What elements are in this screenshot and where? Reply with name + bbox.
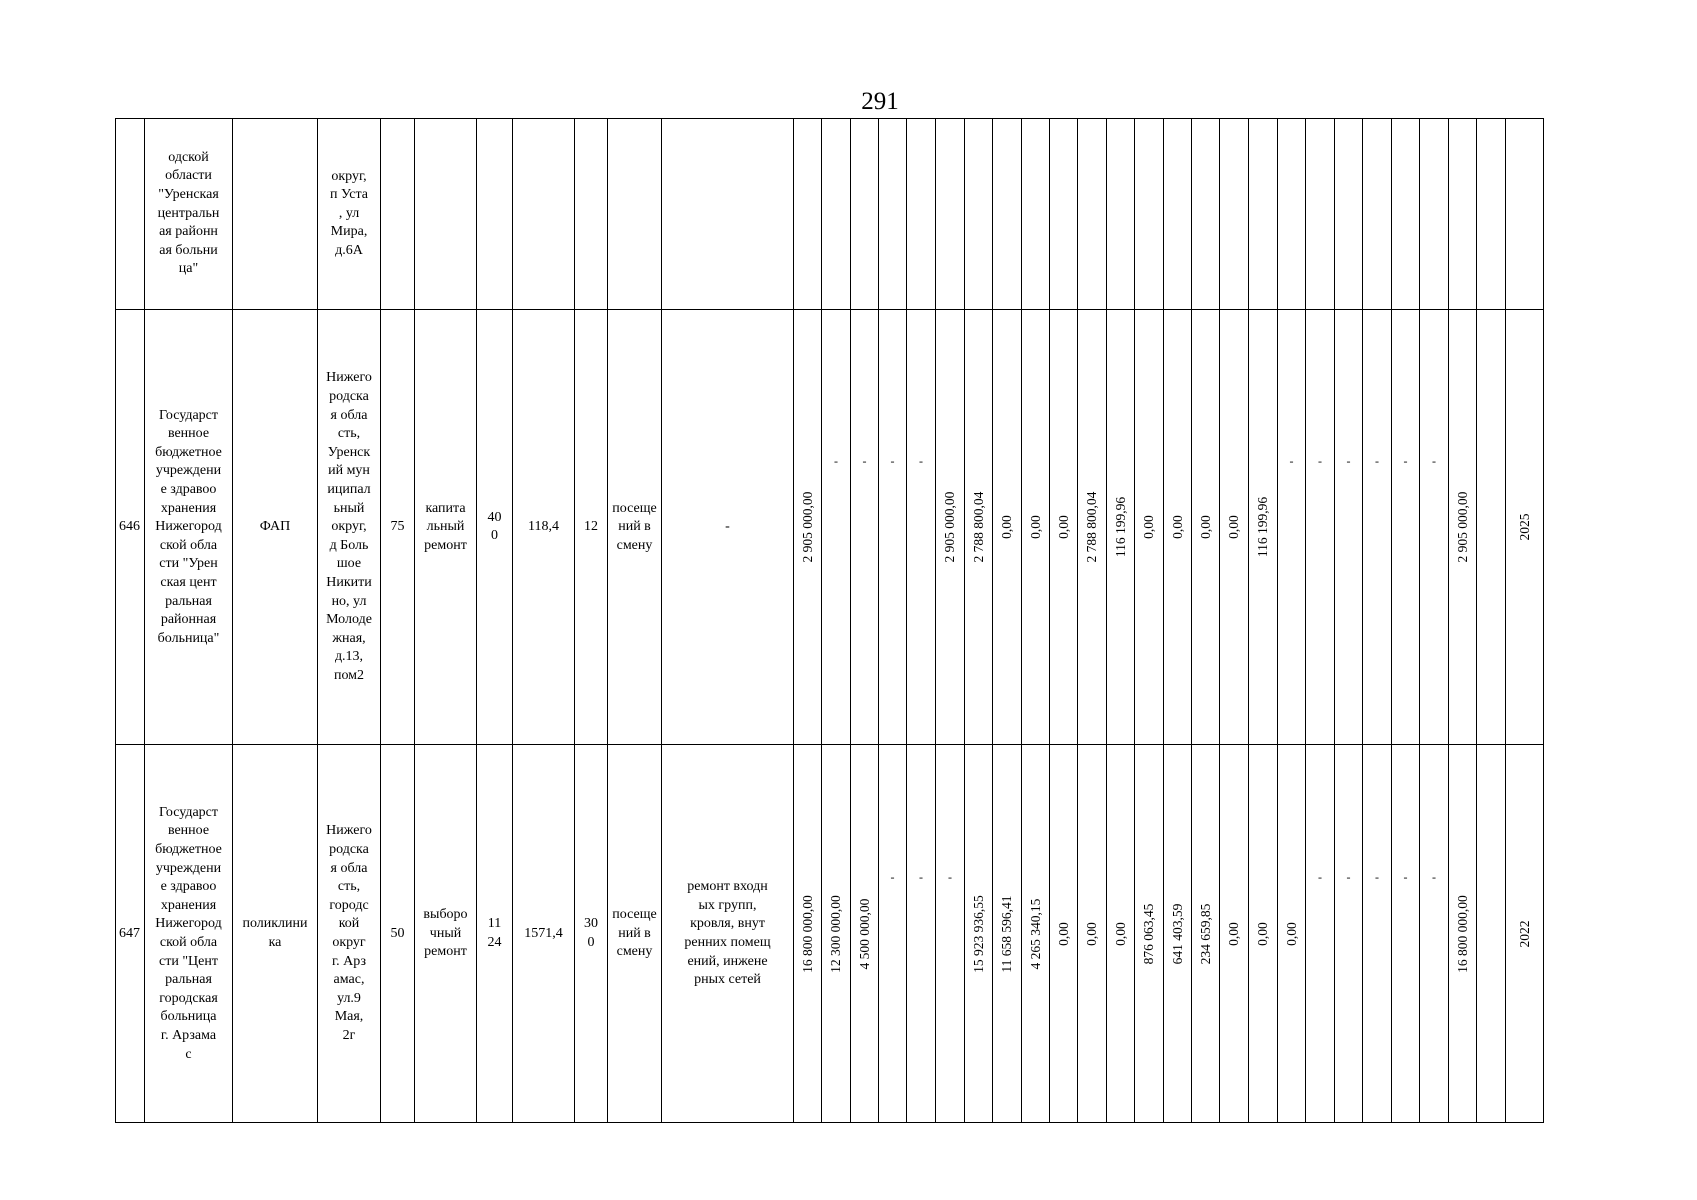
amount-cell <box>1420 310 1449 745</box>
work-type-cell <box>415 310 477 745</box>
amount-cell <box>1449 118 1477 310</box>
amount-cell <box>1420 745 1449 1123</box>
work-description-text: ремонт входн ых групп, кровля, внут ренних помещ ений, инжене рных сетей <box>684 879 771 988</box>
amount-dash: - <box>862 453 867 468</box>
amount-cell <box>1220 310 1249 745</box>
amount-value: 0,00 <box>1084 921 1099 946</box>
amount-cell <box>822 118 851 310</box>
amount-cell <box>794 745 822 1123</box>
col7-text: 11 24 <box>487 916 502 950</box>
amount-cell <box>907 745 936 1123</box>
amount-cell <box>1363 118 1392 310</box>
object-type-text: поликлини ка <box>242 916 308 950</box>
amount-cell <box>1335 118 1363 310</box>
organization-cell <box>145 118 233 310</box>
col9-text: 12 <box>584 519 598 535</box>
amount-dash: - <box>834 453 838 468</box>
amount-value: 2 905 000,00 <box>942 491 957 563</box>
amount-cell <box>936 118 965 310</box>
address-text: Нижего родска я обла сть, городс кой округ г. Арз амас, ул.9 Мая, 2г <box>326 823 372 1043</box>
amount-dash: - <box>1375 453 1379 468</box>
amount-dash: - <box>1346 869 1351 884</box>
amount-cell <box>1477 310 1506 745</box>
amount-cell <box>1192 310 1220 745</box>
amount-cell <box>1022 745 1050 1123</box>
amount-cell <box>851 310 879 745</box>
col9-cell <box>575 118 608 310</box>
amount-cell <box>851 745 879 1123</box>
area-cell <box>513 310 575 745</box>
year-value: 2022 <box>1516 920 1532 947</box>
amount-cell <box>1249 745 1278 1123</box>
amount-value: 0,00 <box>1055 515 1071 539</box>
amount-cell <box>1078 310 1107 745</box>
amount-cell <box>879 310 907 745</box>
amount-cell <box>1164 118 1192 310</box>
amount-dash: - <box>1432 869 1436 884</box>
amount-cell <box>879 118 907 310</box>
amount-value: 116 199,96 <box>1255 496 1270 558</box>
amount-cell <box>1107 310 1135 745</box>
amount-cell <box>1078 118 1107 310</box>
amount-dash: - <box>1403 869 1408 884</box>
address-cell <box>318 310 381 745</box>
amount-value: 2 788 800,04 <box>1084 491 1099 563</box>
amount-value: 16 800 000,00 <box>1454 894 1470 973</box>
amount-cell <box>993 745 1022 1123</box>
work-description-text: - <box>725 519 730 535</box>
amount-cell <box>1449 745 1477 1123</box>
col9-cell <box>575 310 608 745</box>
amount-cell <box>1249 310 1278 745</box>
work-description-cell <box>662 310 794 745</box>
col5-cell <box>381 118 415 310</box>
amount-cell <box>1164 310 1192 745</box>
amount-cell <box>1135 745 1164 1123</box>
amount-value: 0,00 <box>1255 921 1270 946</box>
year-value: 2025 <box>1516 513 1532 541</box>
amount-value: 116 199,96 <box>1112 496 1128 558</box>
amount-cell <box>993 118 1022 310</box>
amount-cell <box>965 745 993 1123</box>
amount-cell <box>965 310 993 745</box>
amount-value: 0,00 <box>1141 515 1156 539</box>
amount-cell <box>1449 310 1477 745</box>
col7-cell <box>477 745 513 1123</box>
amount-cell <box>936 745 965 1123</box>
row-number-text: 646 <box>119 519 140 535</box>
address-cell <box>318 745 381 1123</box>
amount-value: 0,00 <box>1283 921 1299 946</box>
amount-cell <box>1278 118 1306 310</box>
amount-value: 0,00 <box>999 515 1014 539</box>
amount-dash: - <box>948 869 952 884</box>
amount-dash: - <box>890 453 895 468</box>
amount-cell <box>1392 118 1420 310</box>
col5-cell <box>381 745 415 1123</box>
amount-cell <box>1192 745 1220 1123</box>
year-cell <box>1506 310 1544 745</box>
work-type-text: выборо чный ремонт <box>423 907 468 960</box>
address-text: округ, п Уста , ул Мира, д.6А <box>330 168 368 258</box>
amount-cell <box>1278 745 1306 1123</box>
amount-value: 876 063,45 <box>1141 903 1156 964</box>
amount-value: 2 788 800,04 <box>970 491 986 563</box>
amount-value: 16 800 000,00 <box>799 894 815 973</box>
amount-cell <box>1050 118 1078 310</box>
organization-cell <box>145 745 233 1123</box>
amount-cell <box>1164 745 1192 1123</box>
col5-text: 50 <box>390 925 405 941</box>
amount-cell <box>1107 745 1135 1123</box>
amount-cell <box>794 310 822 745</box>
work-type-cell <box>415 745 477 1123</box>
amount-value: 0,00 <box>1197 515 1213 539</box>
row-number-text: 647 <box>119 925 140 941</box>
col5-text: 75 <box>390 519 405 535</box>
address-cell <box>318 118 381 310</box>
amount-cell <box>1392 310 1420 745</box>
amount-value: 0,00 <box>1169 515 1185 539</box>
amount-cell <box>794 118 822 310</box>
capacity-unit-text: посеще ний в смену <box>612 907 657 960</box>
col7-text: 40 0 <box>487 509 502 544</box>
amount-dash: - <box>1289 453 1294 468</box>
organization-cell <box>145 310 233 745</box>
amount-cell <box>965 118 993 310</box>
organization-text: Государст венное бюджетное учреждени е здравоо хранения Нижегород ской обла сти "Цент ральная городская больница г. Арзама с <box>155 804 222 1062</box>
amount-value: 15 923 936,55 <box>970 894 986 973</box>
col5-cell <box>381 310 415 745</box>
work-description-cell <box>662 745 794 1123</box>
amount-dash: - <box>1318 869 1322 884</box>
capacity-unit-text: посеще ний в смену <box>612 500 657 553</box>
amount-value: 12 300 000,00 <box>828 894 843 973</box>
amount-cell <box>1050 310 1078 745</box>
amount-value: 2 905 000,00 <box>799 491 815 563</box>
amount-dash: - <box>1375 869 1379 884</box>
amount-value: 11 658 596,41 <box>999 894 1014 973</box>
object-type-cell <box>233 745 318 1123</box>
capacity-unit-cell <box>608 310 662 745</box>
object-type-cell <box>233 118 318 310</box>
amount-dash: - <box>1403 453 1408 468</box>
amount-cell <box>1306 310 1335 745</box>
amount-cell <box>1477 745 1506 1123</box>
area-text: 1571,4 <box>524 925 563 941</box>
amount-cell <box>1022 118 1050 310</box>
amount-value: 4 265 340,15 <box>1027 898 1043 969</box>
amount-cell <box>851 118 879 310</box>
amount-cell <box>936 310 965 745</box>
address-text: Нижего родска я обла сть, Уренск ий мун иципал ьный округ, д Боль шое Никити но, ул Молоде жная, д.13, пом2 <box>326 370 372 683</box>
amount-cell <box>907 118 936 310</box>
area-cell <box>513 745 575 1123</box>
col7-cell <box>477 310 513 745</box>
amount-value: 4 500 000,00 <box>856 898 872 969</box>
amount-cell <box>1135 310 1164 745</box>
amount-dash: - <box>1318 453 1322 468</box>
organization-text: одской области "Уренская центральн ая районн ая больни ца" <box>157 149 220 277</box>
amount-cell <box>1135 118 1164 310</box>
amount-cell <box>1278 310 1306 745</box>
amount-dash: - <box>1432 453 1436 468</box>
amount-cell <box>1022 310 1050 745</box>
amount-cell <box>907 310 936 745</box>
amount-value: 0,00 <box>1027 515 1043 539</box>
capacity-unit-cell <box>608 745 662 1123</box>
amount-cell <box>1363 310 1392 745</box>
amount-cell <box>1392 745 1420 1123</box>
amount-cell <box>1477 118 1506 310</box>
amount-cell <box>1249 118 1278 310</box>
amount-dash: - <box>890 869 895 884</box>
page-number: 291 <box>861 88 899 115</box>
amount-cell <box>1192 118 1220 310</box>
amount-value: 0,00 <box>1112 921 1128 946</box>
capacity-unit-cell <box>608 118 662 310</box>
amount-cell <box>1050 745 1078 1123</box>
amount-cell <box>1306 745 1335 1123</box>
year-cell <box>1506 745 1544 1123</box>
area-cell <box>513 118 575 310</box>
year-cell <box>1506 118 1544 310</box>
amount-cell <box>1107 118 1135 310</box>
work-description-cell <box>662 118 794 310</box>
row-number-cell <box>115 310 145 745</box>
amount-cell <box>879 745 907 1123</box>
row-number-cell <box>115 745 145 1123</box>
amount-cell <box>1078 745 1107 1123</box>
amount-value: 2 905 000,00 <box>1454 491 1470 563</box>
amount-cell <box>993 310 1022 745</box>
amount-value: 0,00 <box>1226 921 1241 946</box>
amount-cell <box>1306 118 1335 310</box>
amount-value: 0,00 <box>1226 515 1241 539</box>
amount-cell <box>1420 118 1449 310</box>
amount-cell <box>822 310 851 745</box>
amount-cell <box>1220 745 1249 1123</box>
amount-dash: - <box>919 869 923 884</box>
work-type-cell <box>415 118 477 310</box>
amount-cell <box>1335 310 1363 745</box>
col9-text: 30 0 <box>584 916 598 950</box>
work-type-text: капита льный ремонт <box>424 500 467 553</box>
area-text: 118,4 <box>528 519 559 535</box>
col9-cell <box>575 745 608 1123</box>
object-type-cell <box>233 310 318 745</box>
col7-cell <box>477 118 513 310</box>
amount-cell <box>822 745 851 1123</box>
organization-text: Государст венное бюджетное учреждени е здравоо хранения Нижегород ской обла сти "Урен ская цент ральная районная больница" <box>155 407 222 646</box>
amount-cell <box>1335 745 1363 1123</box>
amount-cell <box>1363 745 1392 1123</box>
amount-value: 234 659,85 <box>1197 903 1213 964</box>
object-type-text: ФАП <box>259 519 291 535</box>
amount-dash: - <box>919 453 923 468</box>
row-number-cell <box>115 118 145 310</box>
amount-dash: - <box>1346 453 1351 468</box>
amount-cell <box>1220 118 1249 310</box>
amount-value: 0,00 <box>1055 921 1071 946</box>
amount-value: 641 403,59 <box>1169 903 1185 964</box>
